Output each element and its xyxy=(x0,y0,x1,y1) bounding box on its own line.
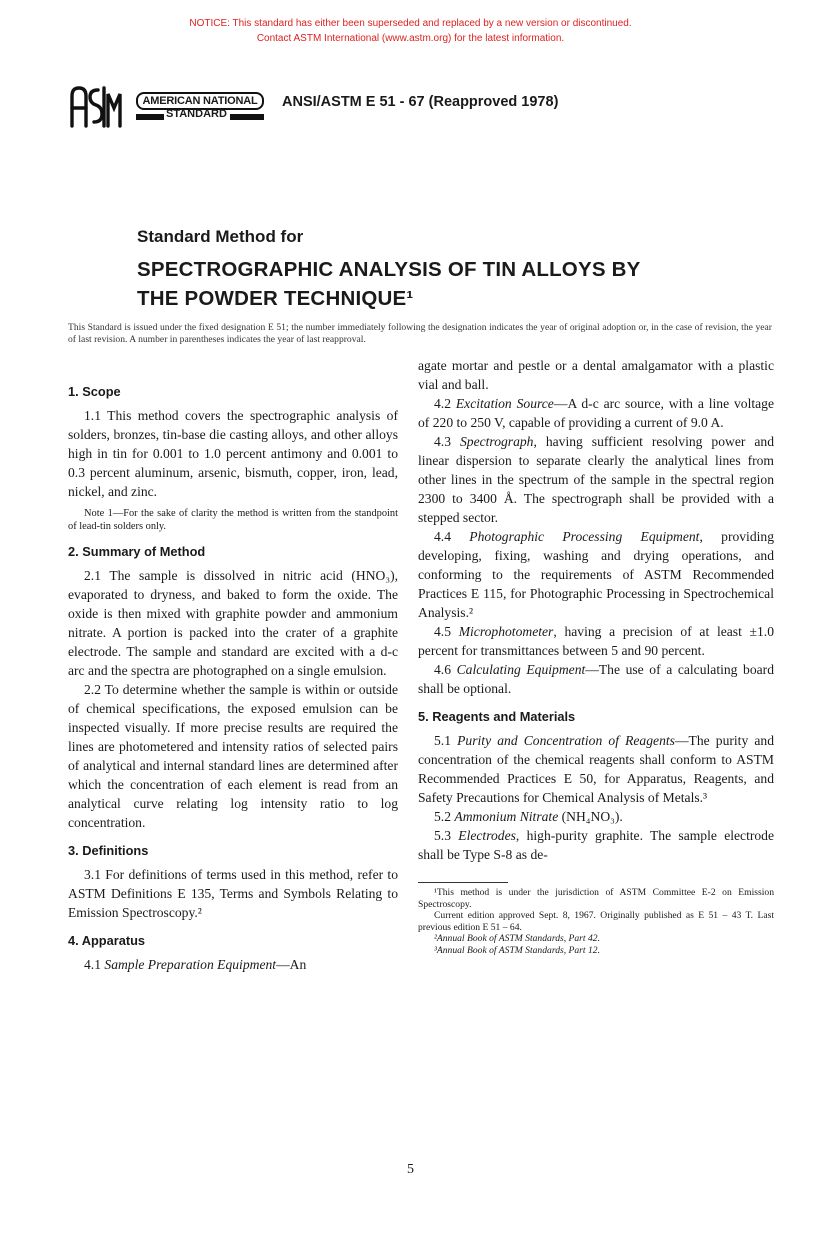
section-heading-definitions: 3. Definitions xyxy=(68,843,149,858)
title-line-3: THE POWDER TECHNIQUE¹ xyxy=(137,287,414,310)
ansi-badge-line-2: STANDARD xyxy=(166,108,227,120)
para-5-2 xyxy=(418,807,774,826)
para-4-3 xyxy=(418,432,774,527)
title-line-2: SPECTROGRAPHIC ANALYSIS OF TIN ALLOYS BY xyxy=(137,258,641,281)
para-4-1-num: 4.1 xyxy=(84,957,105,972)
footnote-1: ¹This method is under the jurisdiction of ASTM Committee E-2 on Emission Spectroscopy. xyxy=(418,887,774,910)
badge-bar-right xyxy=(230,114,264,120)
para-4-5-title: Microphotometer xyxy=(458,624,554,639)
para-4-3-num: 4.3 xyxy=(434,434,460,449)
section-heading-summary: 2. Summary of Method xyxy=(68,544,206,559)
footnote-2: ²Annual Book of ASTM Standards, Part 42. xyxy=(434,933,600,944)
para-1-1: 1.1 This method covers the spectrographic analysis of solders, bronzes, tin-base die casting alloys, and other alloys high in tin for 0.001 to 1.0 percent antimony and 0.001 to 0.3 percent aluminum, arsenic, bismuth, copper, iron, lead, nickel, and zinc. xyxy=(68,408,398,499)
para-4-6 xyxy=(418,660,774,698)
para-5-2-text: (NH₄NO₃). xyxy=(558,809,623,824)
para-4-4-text: , providing developing, fixing, washing and drying operations, and conforming to the requirements of ASTM Recommended Practices E 115, for Photographic Processing in Spectrochemical Analysis.² xyxy=(418,529,775,620)
para-5-1-title: Purity and Concentration of Reagents xyxy=(457,733,675,748)
right-column xyxy=(418,356,774,956)
para-5-3-title: Electrodes xyxy=(458,828,516,843)
para-4-2 xyxy=(418,394,774,432)
para-4-1 xyxy=(68,955,398,974)
para-2-2: 2.2 To determine whether the sample is within or outside of chemical specifications, the exposed emulsion can be inspected visually. If more precise results are required the lines are photometered and intensity ratios of selected pairs of analytical and internal standard lines are determined after which the concentration of each element is read from an analytical curve relating log intensity ratio to log concentration. xyxy=(68,682,398,830)
para-5-1-text: —The purity and concentration of the chemical reagents shall conform to ASTM Recommended Practices E 50, for Apparatus, Reagents, and Safety Precautions for Chemical Analysis of Metals.³ xyxy=(418,733,775,805)
notice-banner xyxy=(0,16,821,46)
para-4-2-num: 4.2 xyxy=(434,396,456,411)
issued-note: This Standard is issued under the fixed designation E 51; the number immediately following the designation indicates the year of original adoption or, in the case of revision, the year of last revision. A number in parentheses indicates the year of last reapproval. xyxy=(68,322,772,345)
para-4-1-text: —An xyxy=(276,957,307,972)
para-5-1 xyxy=(418,731,774,807)
badge-bar-left xyxy=(136,114,164,120)
footnote-3: ³Annual Book of ASTM Standards, Part 12. xyxy=(434,944,600,956)
para-4-1-continued: agate mortar and pestle or a dental amalgamator with a plastic vial and ball. xyxy=(418,358,774,392)
para-5-3-text: , high-purity graphite. The sample electrode shall be Type S-8 as de- xyxy=(418,828,775,862)
astm-logo-icon xyxy=(68,82,124,132)
para-3-1: 3.1 For definitions of terms used in this method, refer to ASTM Definitions E 135, Terms and Symbols Relating to Emission Spectroscopy.² xyxy=(68,867,398,920)
para-4-6-text: —The use of a calculating board shall be optional. xyxy=(418,662,775,696)
section-heading-scope: 1. Scope xyxy=(68,384,121,399)
note-1: Note 1—For the sake of clarity the method is written from the standpoint of lead-tin solders only. xyxy=(68,508,398,532)
para-4-5-text: , having a precision of at least ±1.0 percent for transmittances between 5 and 90 percent. xyxy=(418,624,775,658)
section-heading-reagents: 5. Reagents and Materials xyxy=(418,709,576,724)
notice-line-2: Contact ASTM International (www.astm.org) for the latest information. xyxy=(256,33,565,44)
footnote-1b: Current edition approved Sept. 8, 1967. Originally published as E 51 – 43 T. Last previous edition E 51 – 64. xyxy=(418,910,774,933)
para-4-6-title: Calculating Equipment xyxy=(456,662,586,677)
para-4-3-title: Spectrograph xyxy=(459,434,534,449)
footnote-divider xyxy=(418,882,508,883)
designation: ANSI/ASTM E 51 - 67 (Reapproved 1978) xyxy=(282,94,559,110)
section-heading-apparatus: 4. Apparatus xyxy=(68,933,146,948)
para-4-2-text: —A d-c arc source, with a line voltage of 220 to 250 V, capable of providing a current of 9.0 A. xyxy=(418,396,774,430)
left-column xyxy=(68,382,398,974)
para-4-4-num: 4.4 xyxy=(434,529,470,544)
ansi-badge-line-1: AMERICAN NATIONAL xyxy=(136,92,264,110)
para-4-3-text: , having sufficient resolving power and linear dispersion to separate clearly the analytical lines from other lines in the spectrum of the sample in the spectral region 2300 to 3400 Å. The spectrograph shall be provided with a stepped sector. xyxy=(418,434,775,525)
para-4-6-num: 4.6 xyxy=(434,662,457,677)
para-5-2-num: 5.2 xyxy=(434,809,455,824)
title-line-1: Standard Method for xyxy=(137,227,304,246)
para-5-3 xyxy=(418,826,774,864)
para-4-5 xyxy=(418,622,774,660)
para-4-5-num: 4.5 xyxy=(434,624,459,639)
para-5-3-num: 5.3 xyxy=(434,828,459,843)
para-4-4-title: Photographic Processing Equipment xyxy=(469,529,700,544)
para-5-1-num: 5.1 xyxy=(434,733,458,748)
para-4-1-title: Sample Preparation Equipment xyxy=(104,957,277,972)
para-2-1: 2.1 The sample is dissolved in nitric acid (HNO₃), evaporated to dryness, and baked to form the oxide. The oxide is then mixed with graphite powder and ammonium nitrate. A portion is packed into the crater of a graphite electrode. The sample and standard are excited with a d-c arc and the spectra are photographed on a single emulsion. xyxy=(68,568,398,678)
para-5-2-title: Ammonium Nitrate xyxy=(454,809,559,824)
notice-line-1: NOTICE: This standard has either been superseded and replaced by a new version or discontinued. xyxy=(189,18,632,29)
title-block xyxy=(137,227,640,313)
para-4-4 xyxy=(418,527,774,622)
para-4-2-title: Excitation Source xyxy=(455,396,554,411)
ansi-badge xyxy=(132,92,268,122)
page-number: 5 xyxy=(407,1162,414,1177)
